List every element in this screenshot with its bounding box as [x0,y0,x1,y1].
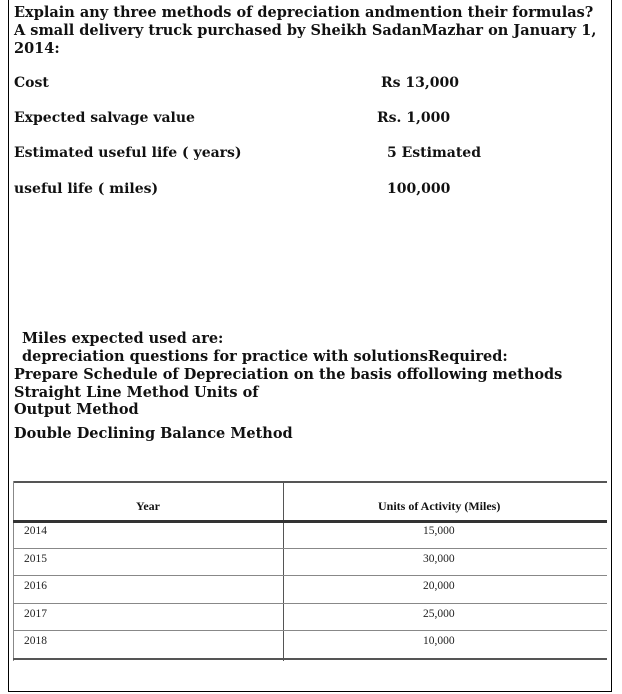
table-top-rule [13,481,607,483]
table-column-divider [283,481,284,661]
table-row-miles: 20,000 [423,580,455,592]
table-row-year: 2017 [24,608,47,620]
activity-table [13,481,607,661]
table-row-rule [13,548,607,549]
table-row-miles: 10,000 [423,635,455,647]
table-row-year: 2015 [24,553,47,565]
useful-life-miles-label: useful life ( miles) [14,181,159,197]
useful-life-miles-value: 100,000 [387,181,451,197]
useful-life-years-value: 5 Estimated [387,145,482,161]
cost-value: Rs 13,000 [381,75,459,91]
table-row-rule [13,575,607,576]
table-row-miles: 25,000 [423,608,455,620]
cost-label: Cost [14,75,49,91]
table-row-miles: 30,000 [423,553,455,565]
table-bottom-rule [13,658,607,660]
table-row-year: 2018 [24,635,47,647]
year-column-header: Year [136,499,160,513]
body-line-1: Miles expected used are: [22,330,224,347]
table-row-miles: 15,000 [423,525,455,537]
salvage-label: Expected salvage value [14,110,195,126]
question-line-2: A small delivery truck purchased by Sheikh SadanMazhar on January 1, [14,22,597,39]
salvage-value: Rs. 1,000 [377,110,451,126]
table-row-rule [13,603,607,604]
table-header-rule [13,520,607,523]
table-row-year: 2014 [24,525,47,537]
body-line-5: Output Method [14,401,139,418]
question-line-1: Explain any three methods of depreciation andmention their formulas? [14,4,594,21]
useful-life-years-label: Estimated useful life ( years) [14,145,242,161]
question-line-3: 2014: [14,40,60,57]
body-line-6: Double Declining Balance Method [14,425,293,442]
body-line-4: Straight Line Method Units of [14,384,259,401]
body-line-3: Prepare Schedule of Depreciation on the basis offollowing methods [14,366,563,383]
table-row-rule [13,630,607,631]
miles-column-header: Units of Activity (Miles) [378,499,501,513]
table-left-rule [13,481,14,661]
body-line-2: depreciation questions for practice with solutionsRequired: [22,348,508,365]
table-row-year: 2016 [24,580,47,592]
